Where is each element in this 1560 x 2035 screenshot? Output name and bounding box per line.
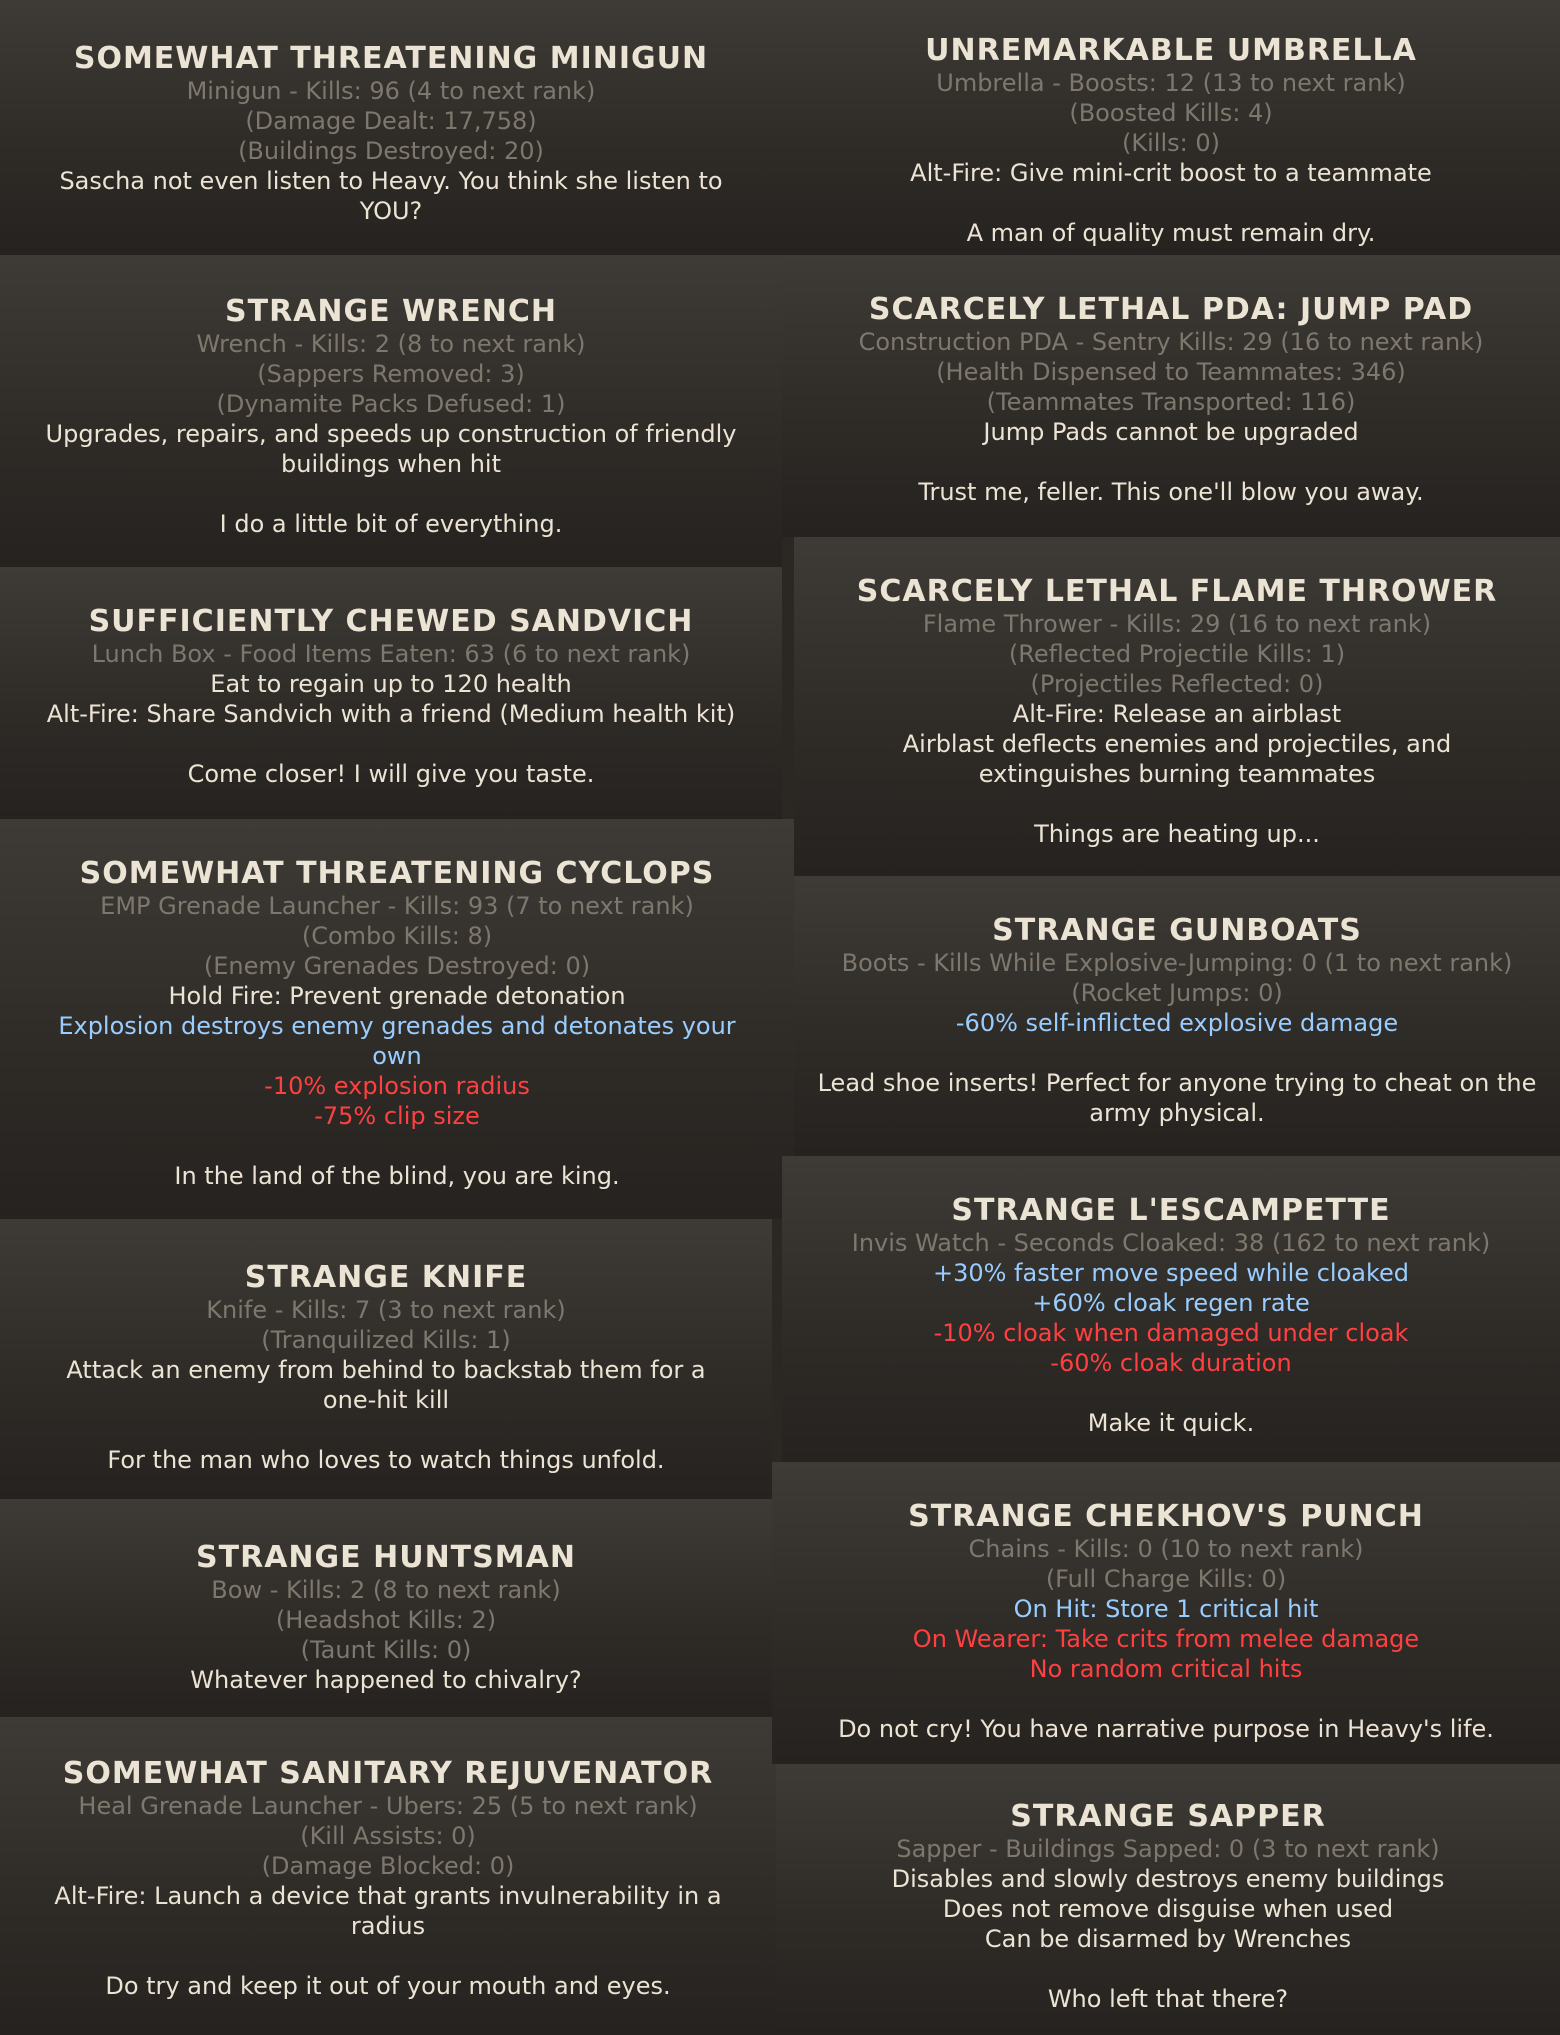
item-stat: EMP Grenade Launcher - Kills: 93 (7 to next rank): [100, 892, 694, 920]
item-positive-attribute: own: [372, 1042, 422, 1070]
item-stat: Invis Watch - Seconds Cloaked: 38 (162 to next rank): [851, 1229, 1491, 1257]
item-stat: (Dynamite Packs Defused: 1): [216, 390, 566, 418]
item-description: Hold Fire: Prevent grenade detonation: [168, 982, 626, 1010]
item-positive-attribute: +30% faster move speed while cloaked: [932, 1259, 1410, 1287]
item-card-flame-thrower: [794, 537, 1560, 876]
item-title: SCARCELY LETHAL PDA: JUMP PAD: [868, 292, 1474, 327]
item-title: STRANGE KNIFE: [244, 1260, 528, 1295]
item-title: STRANGE HUNTSMAN: [196, 1540, 576, 1575]
item-description: extinguishes burning teammates: [978, 760, 1376, 788]
item-flavor-text: For the man who loves to watch things unfold.: [107, 1446, 665, 1474]
item-title: UNREMARKABLE UMBRELLA: [925, 33, 1417, 68]
item-stat: (Damage Dealt: 17,758): [245, 107, 537, 135]
item-card-gunboats: [794, 876, 1560, 1156]
item-title: STRANGE WRENCH: [225, 294, 557, 329]
item-card-umbrella: [782, 0, 1560, 255]
item-flavor-text: Trust me, feller. This one'll blow you away.: [918, 478, 1424, 506]
item-stat: Construction PDA - Sentry Kills: 29 (16 to next rank): [858, 328, 1484, 356]
item-title: STRANGE CHEKHOV'S PUNCH: [908, 1499, 1424, 1534]
item-positive-attribute: Explosion destroys enemy grenades and detonates your: [58, 1012, 736, 1040]
item-card-sandvich: [0, 567, 782, 819]
item-stat: (Health Dispensed to Teammates: 346): [936, 358, 1406, 386]
item-card-minigun: [0, 0, 782, 255]
item-description: Does not remove disguise when used: [942, 1895, 1394, 1923]
item-stat: (Projectiles Reflected: 0): [1030, 670, 1324, 698]
item-description: Airblast deflects enemies and projectiles, and: [902, 730, 1452, 758]
item-description: Sascha not even listen to Heavy. You think she listen to: [59, 167, 723, 195]
item-card-jump-pad: [782, 255, 1560, 537]
item-negative-attribute: -10% explosion radius: [264, 1072, 530, 1100]
item-negative-attribute: -60% cloak duration: [1050, 1349, 1292, 1377]
item-card-rejuvenator: [0, 1717, 776, 2035]
item-title: STRANGE L'ESCAMPETTE: [951, 1193, 1391, 1228]
item-title: STRANGE GUNBOATS: [992, 913, 1362, 948]
item-stat: (Reflected Projectile Kills: 1): [1008, 640, 1346, 668]
item-description: Alt-Fire: Give mini-crit boost to a teammate: [910, 159, 1432, 187]
item-stat: (Taunt Kills: 0): [300, 1636, 472, 1664]
item-stat: Boots - Kills While Explosive-Jumping: 0 (1 to next rank): [841, 949, 1513, 977]
item-stat: (Kills: 0): [1122, 129, 1220, 157]
item-positive-attribute: On Hit: Store 1 critical hit: [1013, 1595, 1319, 1623]
item-stat: (Sappers Removed: 3): [257, 360, 525, 388]
item-description: one-hit kill: [322, 1386, 450, 1414]
item-title: SUFFICIENTLY CHEWED SANDVICH: [88, 604, 694, 639]
item-flavor-text: Come closer! I will give you taste.: [187, 760, 595, 788]
item-flavor-text: In the land of the blind, you are king.: [174, 1162, 620, 1190]
item-description: Eat to regain up to 120 health: [210, 670, 572, 698]
item-stat: Wrench - Kills: 2 (8 to next rank): [196, 330, 586, 358]
item-positive-attribute: -60% self-inflicted explosive damage: [955, 1009, 1399, 1037]
item-stat: Knife - Kills: 7 (3 to next rank): [206, 1296, 566, 1324]
item-negative-attribute: -10% cloak when damaged under cloak: [933, 1319, 1409, 1347]
item-title: STRANGE SAPPER: [1010, 1799, 1326, 1834]
item-stat: Flame Thrower - Kills: 29 (16 to next rank): [922, 610, 1432, 638]
item-stat: (Buildings Destroyed: 20): [238, 137, 544, 165]
item-stat: (Enemy Grenades Destroyed: 0): [203, 952, 591, 980]
item-flavor-text: Lead shoe inserts! Perfect for anyone trying to cheat on the army physical.: [817, 1069, 1537, 1127]
item-description: Can be disarmed by Wrenches: [984, 1925, 1352, 1953]
item-description: Upgrades, repairs, and speeds up construction of friendly: [45, 420, 737, 448]
item-title: SOMEWHAT SANITARY REJUVENATOR: [62, 1756, 714, 1791]
item-flavor-text: Things are heating up...: [1034, 820, 1320, 848]
item-stat: (Boosted Kills: 4): [1069, 99, 1273, 127]
item-stat: Lunch Box - Food Items Eaten: 63 (6 to next rank): [91, 640, 691, 668]
item-stat: Bow - Kills: 2 (8 to next rank): [211, 1576, 561, 1604]
item-description: buildings when hit: [281, 450, 501, 478]
item-stat: Umbrella - Boosts: 12 (13 to next rank): [936, 69, 1406, 97]
item-stat: (Damage Blocked: 0): [261, 1852, 515, 1880]
item-stat: Minigun - Kills: 96 (4 to next rank): [186, 77, 596, 105]
item-description: Whatever happened to chivalry?: [190, 1666, 582, 1694]
item-card-wrench: [0, 255, 782, 567]
item-negative-attribute: On Wearer: Take crits from melee damage: [912, 1625, 1420, 1653]
item-stat: (Rocket Jumps: 0): [1071, 979, 1283, 1007]
item-stat: Chains - Kills: 0 (10 to next rank): [968, 1535, 1364, 1563]
item-negative-attribute: -75% clip size: [314, 1102, 480, 1130]
item-flavor-text: Do try and keep it out of your mouth and eyes.: [105, 1972, 671, 2000]
item-stat: (Headshot Kills: 2): [275, 1606, 497, 1634]
item-description: Alt-Fire: Release an airblast: [1012, 700, 1342, 728]
item-flavor-text: I do a little bit of everything.: [219, 510, 563, 538]
item-negative-attribute: No random critical hits: [1029, 1655, 1303, 1683]
item-stat: (Full Charge Kills: 0): [1045, 1565, 1287, 1593]
item-title: SOMEWHAT THREATENING MINIGUN: [73, 41, 709, 76]
item-card-sapper: [776, 1764, 1560, 2035]
item-card-cyclops: [0, 819, 794, 1219]
item-stat: (Kill Assists: 0): [300, 1822, 476, 1850]
item-card-chekhovs-punch: [772, 1462, 1560, 1764]
item-stat: (Tranquilized Kills: 1): [261, 1326, 511, 1354]
item-description: radius: [350, 1912, 426, 1940]
item-flavor-text: Make it quick.: [1087, 1409, 1255, 1437]
item-description: Alt-Fire: Share Sandvich with a friend (Medium health kit): [46, 700, 736, 728]
item-flavor-text: A man of quality must remain dry.: [966, 219, 1376, 247]
item-description: Attack an enemy from behind to backstab them for a: [66, 1356, 706, 1384]
item-card-knife: [0, 1219, 772, 1499]
item-flavor-text: Do not cry! You have narrative purpose in Heavy's life.: [838, 1715, 1494, 1743]
item-card-huntsman: [0, 1499, 772, 1717]
item-card-lescampette: [782, 1156, 1560, 1462]
item-description: YOU?: [359, 197, 423, 225]
item-stat: (Combo Kills: 8): [301, 922, 493, 950]
item-stat: (Teammates Transported: 116): [986, 388, 1356, 416]
item-description: Disables and slowly destroys enemy buildings: [891, 1865, 1445, 1893]
item-description: Alt-Fire: Launch a device that grants invulnerability in a: [54, 1882, 722, 1910]
item-stat: Sapper - Buildings Sapped: 0 (3 to next rank): [896, 1835, 1440, 1863]
item-title: SCARCELY LETHAL FLAME THROWER: [856, 574, 1498, 609]
item-stat: Heal Grenade Launcher - Ubers: 25 (5 to next rank): [78, 1792, 698, 1820]
item-title: SOMEWHAT THREATENING CYCLOPS: [79, 856, 715, 891]
item-flavor-text: Who left that there?: [1047, 1985, 1289, 2013]
item-positive-attribute: +60% cloak regen rate: [1032, 1289, 1310, 1317]
item-description: Jump Pads cannot be upgraded: [983, 418, 1359, 446]
